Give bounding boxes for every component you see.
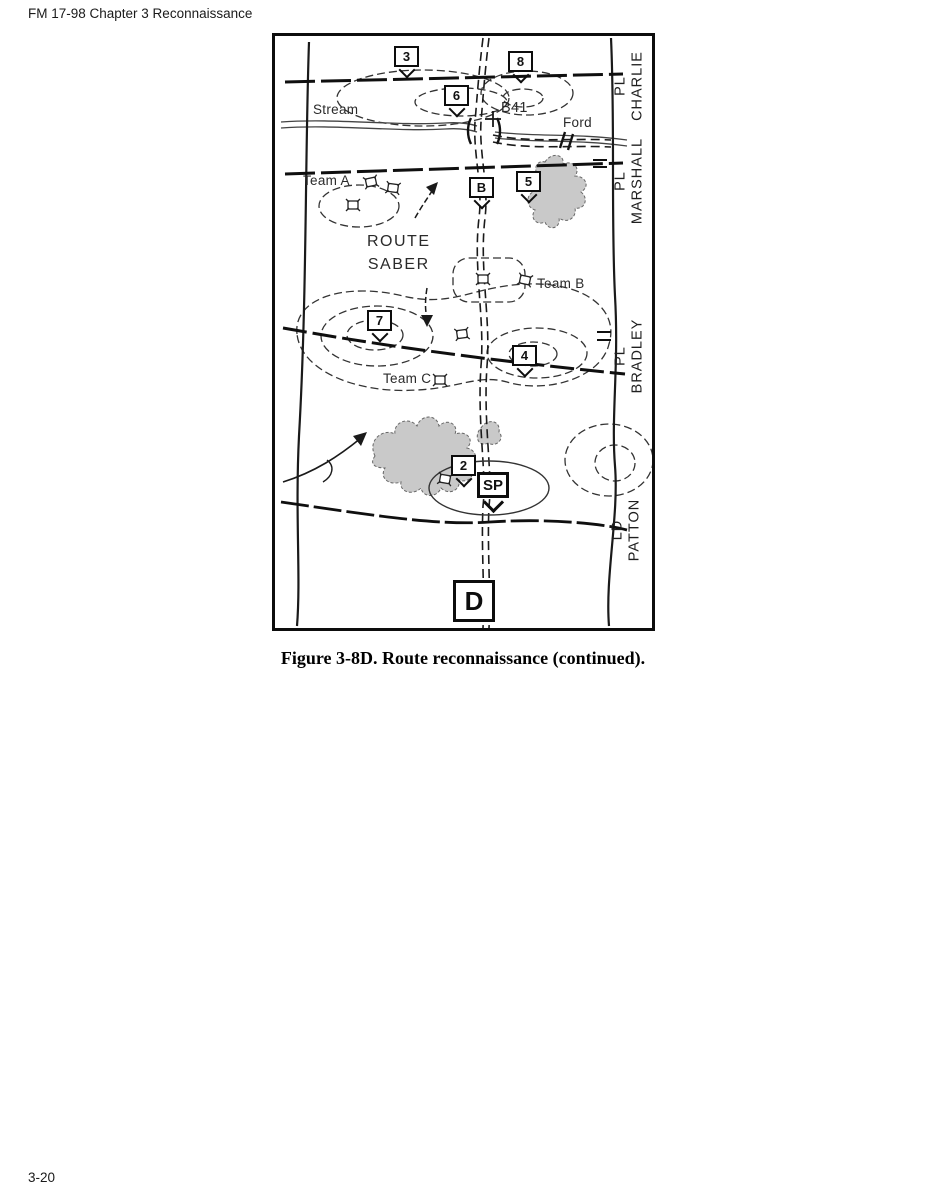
pl-name: CHARLIE — [629, 51, 645, 121]
pl-name: MARSHALL — [629, 137, 645, 225]
checkpoint-3-box: 3 — [394, 46, 419, 67]
pl-short: PL — [612, 171, 629, 191]
checkpoint-6-box: 6 — [444, 85, 469, 106]
checkpoint-2 — [451, 455, 476, 485]
checkpoint-8 — [508, 51, 533, 81]
team-b-label: Team B — [537, 276, 585, 291]
checkpoint-8-box: 8 — [508, 51, 533, 72]
checkpoint-b — [469, 177, 494, 207]
phase-line-charlie — [285, 74, 623, 82]
route-name-line1: ROUTE — [367, 233, 431, 250]
pl-short: PL — [612, 76, 629, 96]
phase-line-bradley — [283, 328, 625, 374]
figure-caption: Figure 3-8D. Route reconnaissance (continued). — [280, 648, 646, 668]
ld-patton-line — [281, 502, 627, 530]
team-c-label: Team C — [383, 371, 432, 386]
page-number: 3-20 — [28, 1170, 56, 1185]
ford-label: Ford — [563, 115, 592, 130]
map-sketch — [275, 36, 652, 628]
contour-lines — [297, 70, 652, 496]
map-canvas — [275, 36, 652, 628]
checkpoint-b-box: B — [469, 177, 494, 198]
pl-name: BRADLEY — [629, 318, 645, 394]
checkpoint-5-box: 5 — [516, 171, 541, 192]
figure-map-frame — [272, 33, 655, 631]
checkpoint-2-box: 2 — [451, 455, 476, 476]
page-header: FM 17-98 Chapter 3 Reconnaissance — [28, 6, 253, 21]
checkpoint-4 — [512, 345, 537, 375]
figure-frame-letter: D — [453, 580, 495, 622]
crossing-id-label: B41 — [501, 100, 528, 116]
checkpoint-4-box: 4 — [512, 345, 537, 366]
start-point-box: SP — [477, 472, 509, 498]
pl-short: PL — [612, 346, 629, 366]
ld-name: PATTON — [626, 498, 642, 562]
checkpoint-5 — [516, 171, 541, 201]
route-name-line2: SABER — [367, 256, 430, 273]
ld-label-patton — [609, 499, 642, 561]
checkpoint-7-box: 7 — [367, 310, 392, 331]
start-point-marker — [477, 472, 509, 510]
stream-label: Stream — [313, 102, 359, 117]
phase-line-label-marshall — [612, 138, 645, 224]
checkpoint-6 — [444, 85, 469, 115]
team-a-label: Team A — [303, 173, 350, 188]
route-name-label — [367, 230, 431, 276]
phase-line-label-charlie — [612, 51, 645, 121]
phase-line-label-bradley — [612, 319, 645, 394]
checkpoint-3 — [394, 46, 419, 76]
checkpoint-7 — [367, 310, 392, 340]
ld-short: LD — [609, 519, 626, 541]
